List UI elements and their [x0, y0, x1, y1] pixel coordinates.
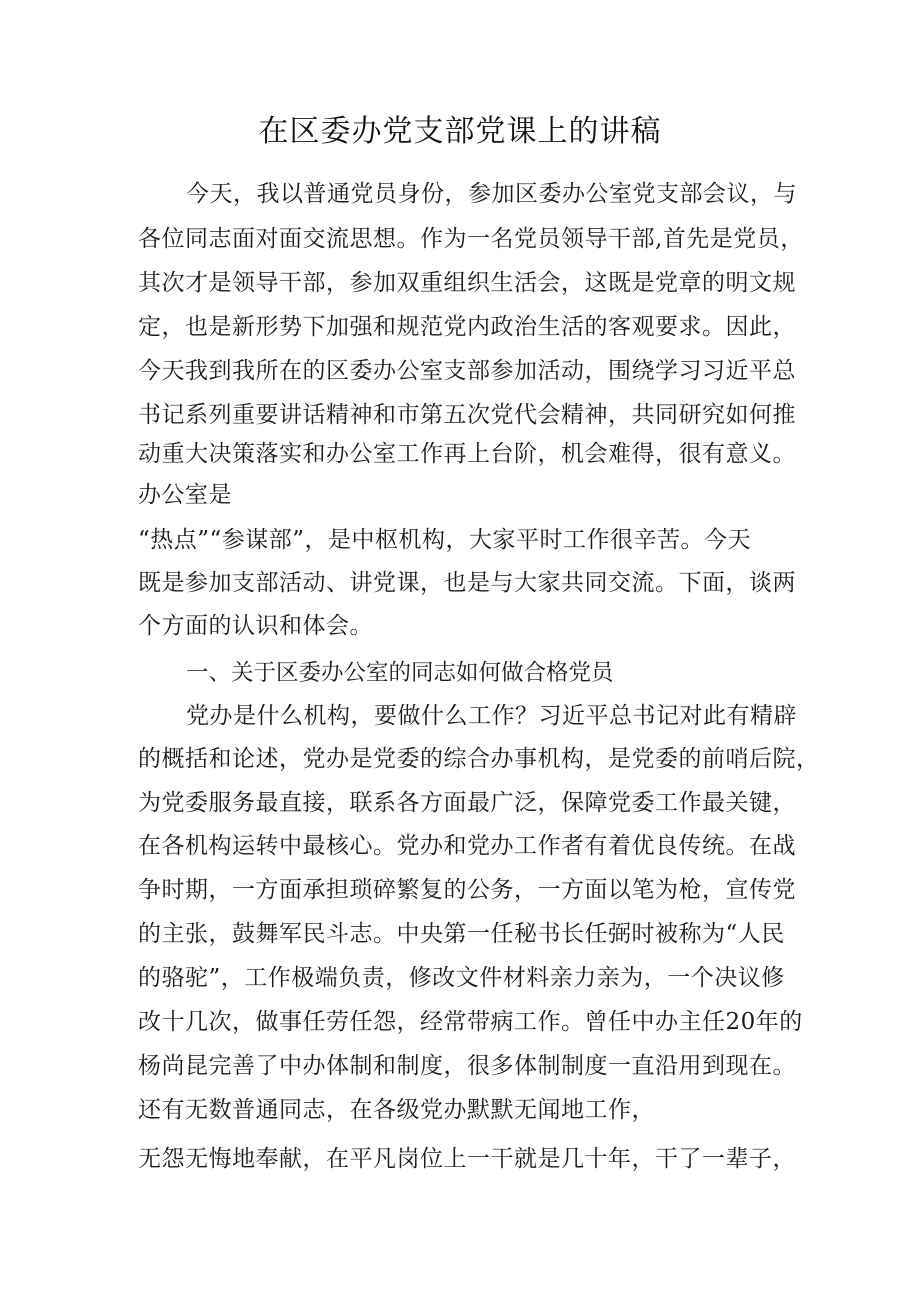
paragraph-line: 的概括和论述，党办是党委的综合办事机构，是党委的前哨后院， [138, 746, 820, 772]
paragraph-line: 书记系列重要讲话精神和市第五次党代会精神，共同研究如何推 [138, 402, 796, 428]
paragraph-line: 其次才是领导干部，参加双重组织生活会，这既是党章的明文规 [138, 270, 796, 296]
document-title: 在区委办党支部党课上的讲稿 [258, 114, 662, 149]
paragraph-line: 在各机构运转中最核心。党办和党办工作者有着优良传统。在战 [138, 833, 796, 859]
paragraph-line: 办公室是 [138, 482, 232, 508]
paragraph-line: 杨尚昆完善了中办体制和制度，很多体制制度一直沿用到现在。 [138, 1053, 796, 1079]
paragraph-line: 动重大决策落实和办公室工作再上台阶，机会难得，很有意义。 [138, 441, 796, 467]
paragraph-line: 党办是什么机构，要做什么工作？习近平总书记对此有精辟 [186, 703, 797, 729]
paragraph-line: 今天，我以普通党员身份，参加区委办公室党支部会议，与 [186, 181, 797, 207]
paragraph-line: “热点”“参谋部”，是中枢机构，大家平时工作很辛苦。今天 [138, 527, 752, 553]
paragraph-line: 既是参加支部活动、讲党课，也是与大家共同交流。下面，谈两 [138, 570, 796, 596]
paragraph-line: 个方面的认识和体会。 [138, 613, 373, 639]
paragraph-line: 争时期，一方面承担琐碎繁复的公务，一方面以笔为枪，宣传党 [138, 877, 796, 903]
paragraph-line: 无怨无悔地奉献，在平凡岗位上一干就是几十年，干了一辈子， [138, 1146, 796, 1172]
paragraph-line: 今天我到我所在的区委办公室支部参加活动，围绕学习习近平总 [138, 358, 796, 384]
paragraph-line: 还有无数普通同志，在各级党办默默无闻地工作， [138, 1097, 655, 1123]
section-heading: 一、关于区委办公室的同志如何做合格党员 [186, 660, 614, 686]
paragraph-line: 的主张，鼓舞军民斗志。中央第一任秘书长任弼时被称为“人民 [138, 921, 785, 947]
paragraph-line: 为党委服务最直接，联系各方面最广泛，保障党委工作最关键， [138, 790, 796, 816]
paragraph-line: 定，也是新形势下加强和规范党内政治生活的客观要求。因此， [138, 314, 796, 340]
paragraph-line: 各位同志面对面交流思想。作为一名党员领导干部,首先是党员， [138, 226, 804, 252]
paragraph-line: 改十几次，做事任劳任怨，经常带病工作。曾任中办主任20年的 [138, 1009, 803, 1035]
paragraph-line: 的骆驼”，工作极端负责，修改文件材料亲力亲为，一个决议修 [138, 965, 785, 991]
